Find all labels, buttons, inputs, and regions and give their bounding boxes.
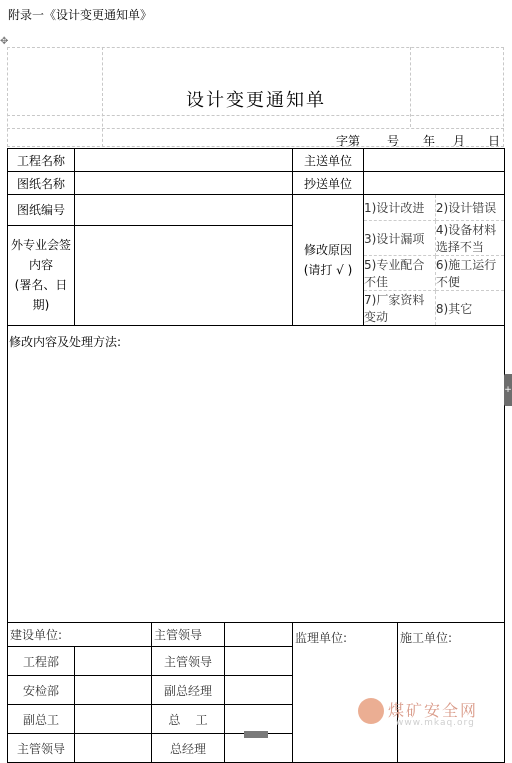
title-area-hline-1 — [7, 115, 504, 116]
leader-head-field[interactable] — [225, 623, 293, 647]
drawing-name-field[interactable] — [75, 172, 293, 195]
chief-engineer-label: 总 工 — [152, 705, 225, 734]
cc-recipient-label: 抄送单位 — [293, 172, 364, 195]
reason-option[interactable]: 8)其它 — [435, 301, 473, 316]
countersign-field[interactable] — [75, 225, 293, 325]
date-year-label: 年 — [423, 134, 436, 148]
reason-label-line-2: (请打 √ ) — [303, 263, 353, 277]
project-name-field[interactable] — [75, 149, 293, 172]
drawing-no-label: 图纸编号 — [8, 195, 75, 226]
reason-grid — [364, 195, 504, 325]
engineering-dept-label: 工程部 — [8, 647, 75, 676]
reason-option[interactable]: 3)设计漏项 — [364, 221, 435, 256]
watermark — [358, 694, 498, 734]
safety-dept-field[interactable] — [75, 676, 152, 705]
date-month-label: 月 — [453, 134, 466, 148]
engineering-dept-field[interactable] — [75, 647, 152, 676]
date-hao-label: 号 — [387, 134, 400, 148]
countersign-label-line-3: (署名、日期) — [14, 278, 68, 313]
supervision-unit-label: 监理单位: — [295, 631, 348, 645]
reason-option[interactable]: 4)设备材料选择不当 — [435, 221, 504, 256]
reason-option[interactable]: 6)施工运行不便 — [435, 256, 504, 291]
reason-options — [364, 195, 505, 326]
title-area-hline-2 — [7, 128, 504, 129]
leader-2-field[interactable] — [225, 647, 293, 676]
project-name-label: 工程名称 — [8, 149, 75, 172]
construction-unit-label: 施工单位: — [400, 631, 453, 645]
deputy-manager-field[interactable] — [225, 676, 293, 705]
cc-recipient-field[interactable] — [364, 172, 505, 195]
reason-option[interactable]: 7)厂家资料变动 — [364, 291, 435, 326]
bottom-scroll-button[interactable] — [244, 731, 268, 738]
watermark-url: www.mkaq.org — [396, 718, 475, 728]
deputy-chief-field[interactable] — [75, 705, 152, 734]
content-label: 修改内容及处理方法: — [9, 335, 122, 349]
drawing-no-field[interactable] — [75, 195, 293, 226]
side-expand-tab[interactable]: + — [504, 374, 512, 406]
form-title: 设计变更通知单 — [186, 90, 326, 111]
deputy-manager-label: 副总经理 — [152, 676, 225, 705]
general-manager-label: 总经理 — [152, 734, 225, 763]
main-recipient-label: 主送单位 — [293, 149, 364, 172]
leader-head-label: 主管领导 — [152, 623, 225, 647]
reason-option[interactable]: 5)专业配合不佳 — [364, 256, 435, 291]
leader-3-label: 主管领导 — [8, 734, 75, 763]
reason-option[interactable]: 2)设计错误 — [435, 195, 504, 221]
deputy-chief-label: 副总工 — [8, 705, 75, 734]
construction-unit-cell[interactable] — [398, 623, 505, 763]
countersign-label-line-1: 外专业会签 — [10, 238, 71, 253]
drawing-name-label: 图纸名称 — [8, 172, 75, 195]
reason-label — [293, 195, 364, 326]
watermark-logo-icon — [358, 698, 384, 724]
countersign-label — [8, 225, 75, 325]
leader-2-label: 主管领导 — [152, 647, 225, 676]
document-caption: 附录一《设计变更通知单》 — [8, 8, 153, 22]
date-zi-label: 字第 — [336, 134, 361, 148]
date-day-label: 日 — [488, 134, 501, 148]
safety-dept-label: 安检部 — [8, 676, 75, 705]
main-recipient-field[interactable] — [364, 149, 505, 172]
reason-option[interactable]: 1)设计改进 — [364, 195, 435, 221]
content-area[interactable] — [8, 326, 505, 623]
reason-label-line-1: 修改原因 — [304, 243, 353, 257]
watermark-text: 煤矿安全网 — [388, 701, 479, 720]
supervision-unit-cell[interactable] — [293, 623, 398, 763]
change-notice-table — [7, 148, 505, 763]
chief-engineer-field[interactable] — [225, 705, 293, 734]
table-move-handle-icon[interactable]: ✥ — [0, 36, 9, 47]
build-unit-label: 建设单位: — [8, 623, 152, 647]
countersign-label-line-2: 内容 — [28, 258, 53, 273]
